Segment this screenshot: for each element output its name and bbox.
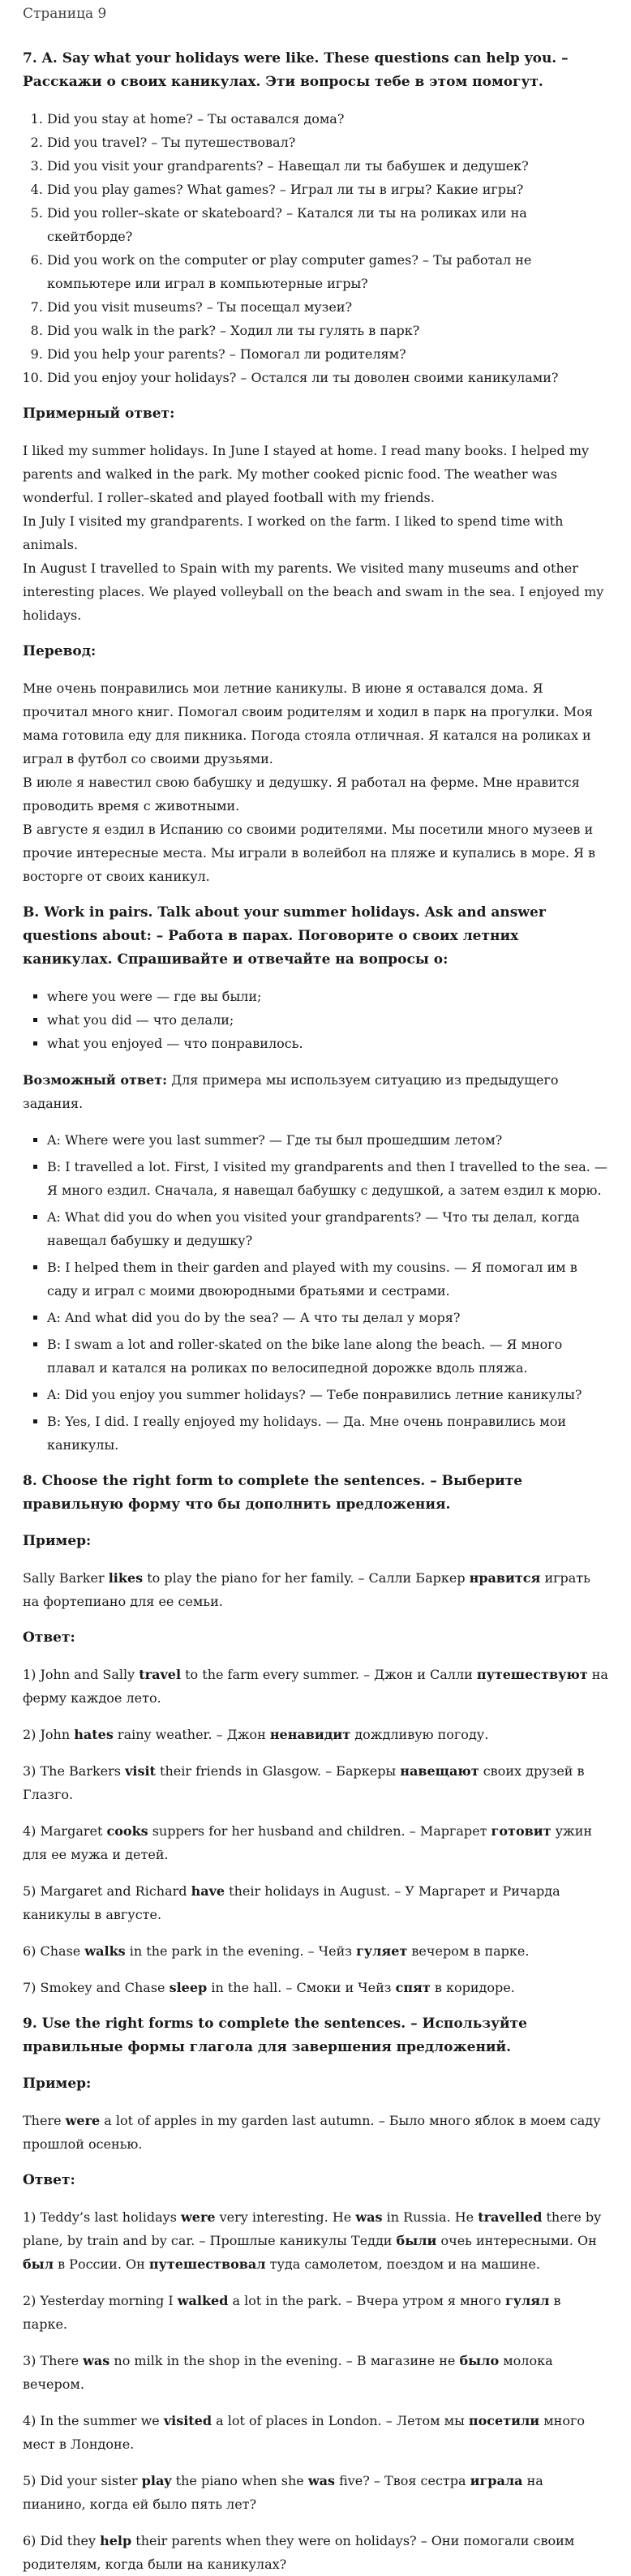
bold-word: посетили (468, 2413, 540, 2428)
translation-text (23, 676, 608, 888)
exercise-9-heading: 9. Use the right forms to complete the sentences. – Используйте правильные формы глагола для завершения предложений. (23, 2016, 527, 2055)
question-item: 1. Did you stay at home? – Ты оставался дома? (47, 107, 608, 131)
page-label: Страница 9 (23, 6, 107, 22)
answer-item (23, 2409, 608, 2456)
text-segment: There (23, 2113, 66, 2128)
dialog-line: ▪ A: What did you do when you visited your grandparents? — Что ты делал, когда навещал бабушку и дедушку? (47, 1205, 608, 1252)
text-segment: 3) The Barkers (23, 1763, 126, 1779)
text-segment: 3) There (23, 2353, 84, 2368)
answer-item (23, 2289, 608, 2336)
bold-word: was (355, 2209, 383, 2225)
answer-item (23, 1879, 608, 1926)
bold-word: гулял (504, 2293, 550, 2308)
exercise-7b-heading: B. Work in pairs. Talk about your summer holidays. Ask and answer questions about: – Работа в парах. Поговорите о своих летних каникулах. Спрашивайте и отвечайте на вопросы о: (23, 904, 546, 968)
bold-word: спят (395, 1980, 431, 1995)
translation-paragraph: Мне очень понравились мои летние каникулы. В июне я оставался дома. Я прочитал много книг. Помогал своим родителям и ходил в парк на прогулки. Моя мама готовила еду для пикника. Погода стояла отличная. Я катался на роликах и играл в футбол со своими друзьями. (23, 680, 593, 766)
text-segment: their friends in Glasgow. – Баркеры (155, 1763, 401, 1779)
text-segment: five? – Твоя сестра (335, 2473, 470, 2488)
sample-paragraph: I liked my summer holidays. In June I stayed at home. I read many books. I helped my parents and walked in the park. My mother cooked picnic food. The weather was wonderful. I roller–skated and played football with my friends. (23, 443, 590, 505)
sample-answer-heading: Примерный ответ: (23, 406, 175, 422)
question-item: 9. Did you help your parents? – Помогал ли родителям? (47, 342, 608, 366)
text-segment: вечером в парке. (407, 1943, 530, 1959)
text-segment: a lot of places in London. – Летом мы (212, 2413, 469, 2428)
text-segment: молока вечером. (23, 2353, 553, 2392)
exercise-9-answer-heading: Ответ: (23, 2172, 75, 2188)
bold-word: travel (139, 1667, 182, 1682)
dialog-line: ▪ A: And what did you do by the sea? — А что ты делал у моря? (47, 1306, 608, 1329)
possible-answer-note: Для примера мы используем ситуацию из предыдущего задания. (23, 1072, 559, 1111)
text-segment: 6) Chase (23, 1943, 85, 1959)
bold-word: have (191, 1883, 225, 1899)
text-segment: the piano when she (171, 2473, 308, 2488)
topic-item: ▪ where you were — где вы были; (47, 985, 608, 1008)
text-segment: their holidays in August. – У Маргарет и Ричарда каникулы в августе. (23, 1883, 560, 1922)
question-item: 2. Did you travel? – Ты путешествовал? (47, 131, 608, 154)
exercise-9-example (23, 2109, 608, 2156)
bold-word: travelled (478, 2209, 543, 2225)
answer-item (23, 2529, 608, 2576)
dialog-line: ▪ B: Yes, I did. I really enjoyed my holidays. — Да. Мне очень понравились мои каникулы. (47, 1410, 608, 1457)
translation-heading: Перевод: (23, 643, 97, 659)
text-segment: туда самолетом, поездом и на машине. (265, 2256, 540, 2272)
answer-item (23, 1759, 608, 1806)
possible-answer-label: Возможный ответ: (23, 1072, 168, 1088)
text-segment: their parents when they were on holidays? – Они помогали своим родителям, когда были на каникулах? (23, 2533, 575, 2572)
text-segment: 5) Did your sister (23, 2473, 142, 2488)
text-segment: в коридоре. (430, 1980, 515, 1995)
answer-item (23, 1976, 608, 1999)
text-segment: in the hall. – Смоки и Чейз (207, 1980, 396, 1995)
dialog-line: ▪ B: I helped them in their garden and played with my cousins. — Я помогал им в саду и играл с моими двоюродными братьями и сестрами. (47, 1256, 608, 1303)
text-segment: 7) Smokey and Chase (23, 1980, 170, 1995)
bold-word: sleep (169, 1980, 208, 1995)
dialog-line: ▪ A: Did you enjoy you summer holidays? — Тебе понравились летние каникулы? (47, 1383, 608, 1406)
bold-word: был (23, 2256, 54, 2272)
text-segment: очеь интересными. Он (436, 2233, 597, 2248)
bold-word: путешествовал (148, 2256, 266, 2272)
text-segment: ужин для ее мужа и детей. (23, 1823, 593, 1862)
text-segment: играть на фортепиано для ее семьи. (23, 1570, 590, 1609)
text-segment: in Russia. He (382, 2209, 479, 2225)
question-item: 6. Did you work on the computer or play computer games? – Ты работал не компьютере или играл в компьютерные игры? (47, 248, 608, 295)
answer-item (23, 1723, 608, 1746)
text-segment: дождливую погоду. (350, 1727, 489, 1742)
text-segment: 4) Margaret (23, 1823, 107, 1839)
bold-word: было (459, 2353, 500, 2368)
bold-word: was (307, 2473, 335, 2488)
question-item: 4. Did you play games? What games? – Играл ли ты в игры? Какие игры? (47, 178, 608, 201)
exercise-8-heading: 8. Choose the right form to complete the sentences. – Выберите правильную форму что бы дополнить предложения. (23, 1473, 523, 1513)
bold-word: visited (163, 2413, 212, 2428)
text-segment: a lot in the park. – Вчера утром я много (228, 2293, 505, 2308)
dialog-line: ▪ B: I swam a lot and roller-skated on the bike lane along the beach. — Я много плавал и катался на роликах по велосипедной дорожке вдоль пляжа. (47, 1333, 608, 1380)
dialog-list (23, 1128, 608, 1457)
text-segment: rainy weather. – Джон (113, 1727, 270, 1742)
topic-item: ▪ what you enjoyed — что понравилось. (47, 1032, 608, 1055)
text-segment: на ферму каждое лето. (23, 1667, 608, 1706)
possible-answer-intro (23, 1068, 608, 1115)
text-segment: to play the piano for her family. – Салли Баркер (143, 1570, 470, 1586)
bold-word: играла (470, 2473, 523, 2488)
text-segment: a lot of apples in my garden last autumn. – Было много яблок в моем саду прошлой осенью. (23, 2113, 601, 2152)
text-segment: to the farm every summer. – Джон и Салли (181, 1667, 477, 1682)
text-segment: 6) Did they (23, 2533, 101, 2548)
text-segment: в парке. (23, 2293, 561, 2332)
translation-paragraph: В августе я ездил в Испанию со своими родителями. Мы посетили много музеев и прочие интересные места. Мы играли в волейбол на пляже и купались в море. Я в восторге от своих каникул. (23, 822, 596, 884)
exercise-7-question-list (23, 107, 608, 389)
bold-word: были (396, 2233, 437, 2248)
text-segment: suppers for her husband and children. – Маргарет (148, 1823, 491, 1839)
text-segment: very interesting. He (215, 2209, 356, 2225)
sample-paragraph: In August I travelled to Spain with my parents. We visited many museums and other interesting places. We played volleyball on the beach and swam in the sea. I enjoyed my holidays. (23, 560, 604, 623)
text-segment: Sally Barker (23, 1570, 109, 1586)
bold-word: walks (84, 1943, 126, 1959)
text-segment: 5) Margaret and Richard (23, 1883, 191, 1899)
bold-word: help (100, 2533, 132, 2548)
text-segment: 4) In the summer we (23, 2413, 164, 2428)
bold-word: навещают (400, 1763, 479, 1779)
answer-item (23, 1819, 608, 1866)
answer-item (23, 2349, 608, 2396)
dialog-line: ▪ B: I travelled a lot. First, I visited my grandparents and then I travelled to the sea. — Я много ездил. Сначала, я навещал бабушку с дедушкой, а затем ездил к морю. (47, 1155, 608, 1202)
question-item: 5. Did you roller–skate or skateboard? – Катался ли ты на роликах или на скейтборде? (47, 201, 608, 248)
text-segment: на пианино, когда ей было пять лет? (23, 2473, 543, 2512)
exercise-9-example-heading: Пример: (23, 2076, 92, 2092)
question-item: 8. Did you walk in the park? – Ходил ли ты гулять в парк? (47, 319, 608, 342)
bold-word: гуляет (356, 1943, 408, 1959)
dialog-line: ▪ A: Where were you last summer? — Где ты был прошедшим летом? (47, 1128, 608, 1152)
text-segment: 2) John (23, 1727, 75, 1742)
bold-word: were (180, 2209, 216, 2225)
exercise-8-example (23, 1566, 608, 1613)
bold-word: нравится (469, 1570, 541, 1586)
answer-item (23, 1939, 608, 1963)
question-item: 10. Did you enjoy your holidays? – Остался ли ты доволен своими каникулами? (47, 366, 608, 389)
question-item: 7. Did you visit museums? – Ты посещал музеи? (47, 295, 608, 319)
exercise-7b-topic-list (23, 985, 608, 1055)
exercise-7-heading: 7. A. Say what your holidays were like. These questions can help you. – Расскажи о своих каникулах. Эти вопросы тебе в этом помогут. (23, 50, 569, 90)
question-item: 3. Did you visit your grandparents? – Навещал ли ты бабушек и дедушек? (47, 154, 608, 178)
answer-item (23, 1663, 608, 1710)
bold-word: путешествуют (476, 1667, 588, 1682)
exercise-8-example-heading: Пример: (23, 1533, 92, 1549)
text-segment: there by plane, by train and by car. – Прошлые каникулы Тедди (23, 2209, 602, 2248)
answer-item (23, 2205, 608, 2276)
topic-item: ▪ what you did — что делали; (47, 1008, 608, 1032)
exercise-8-answer-heading: Ответ: (23, 1629, 75, 1646)
text-segment: много мест в Лондоне. (23, 2413, 585, 2452)
answer-item (23, 2469, 608, 2516)
text-segment: 2) Yesterday morning I (23, 2293, 178, 2308)
translation-paragraph: В июле я навестил свою бабушку и дедушку. Я работал на ферме. Мне нравится проводить время с животными. (23, 775, 580, 814)
bold-word: ненавидит (269, 1727, 351, 1742)
bold-word: visit (125, 1763, 156, 1779)
sample-paragraph: In July I visited my grandparents. I worked on the farm. I liked to spend time with animals. (23, 513, 564, 552)
text-segment: no milk in the shop in the evening. – В магазине не (109, 2353, 460, 2368)
bold-word: hates (74, 1727, 114, 1742)
bold-word: готовит (491, 1823, 552, 1839)
bold-word: likes (108, 1570, 144, 1586)
bold-word: walked (177, 2293, 229, 2308)
text-segment: in the park in the evening. – Чейз (125, 1943, 357, 1959)
text-segment: в России. Он (54, 2256, 149, 2272)
bold-word: were (65, 2113, 101, 2128)
text-segment: 1) Teddy’s last holidays (23, 2209, 181, 2225)
bold-word: cooks (106, 1823, 148, 1839)
text-segment: 1) John and Sally (23, 1667, 140, 1682)
text-segment: своих друзей в Глазго. (23, 1763, 585, 1802)
bold-word: play (141, 2473, 172, 2488)
sample-answer-text (23, 439, 608, 627)
bold-word: was (83, 2353, 110, 2368)
